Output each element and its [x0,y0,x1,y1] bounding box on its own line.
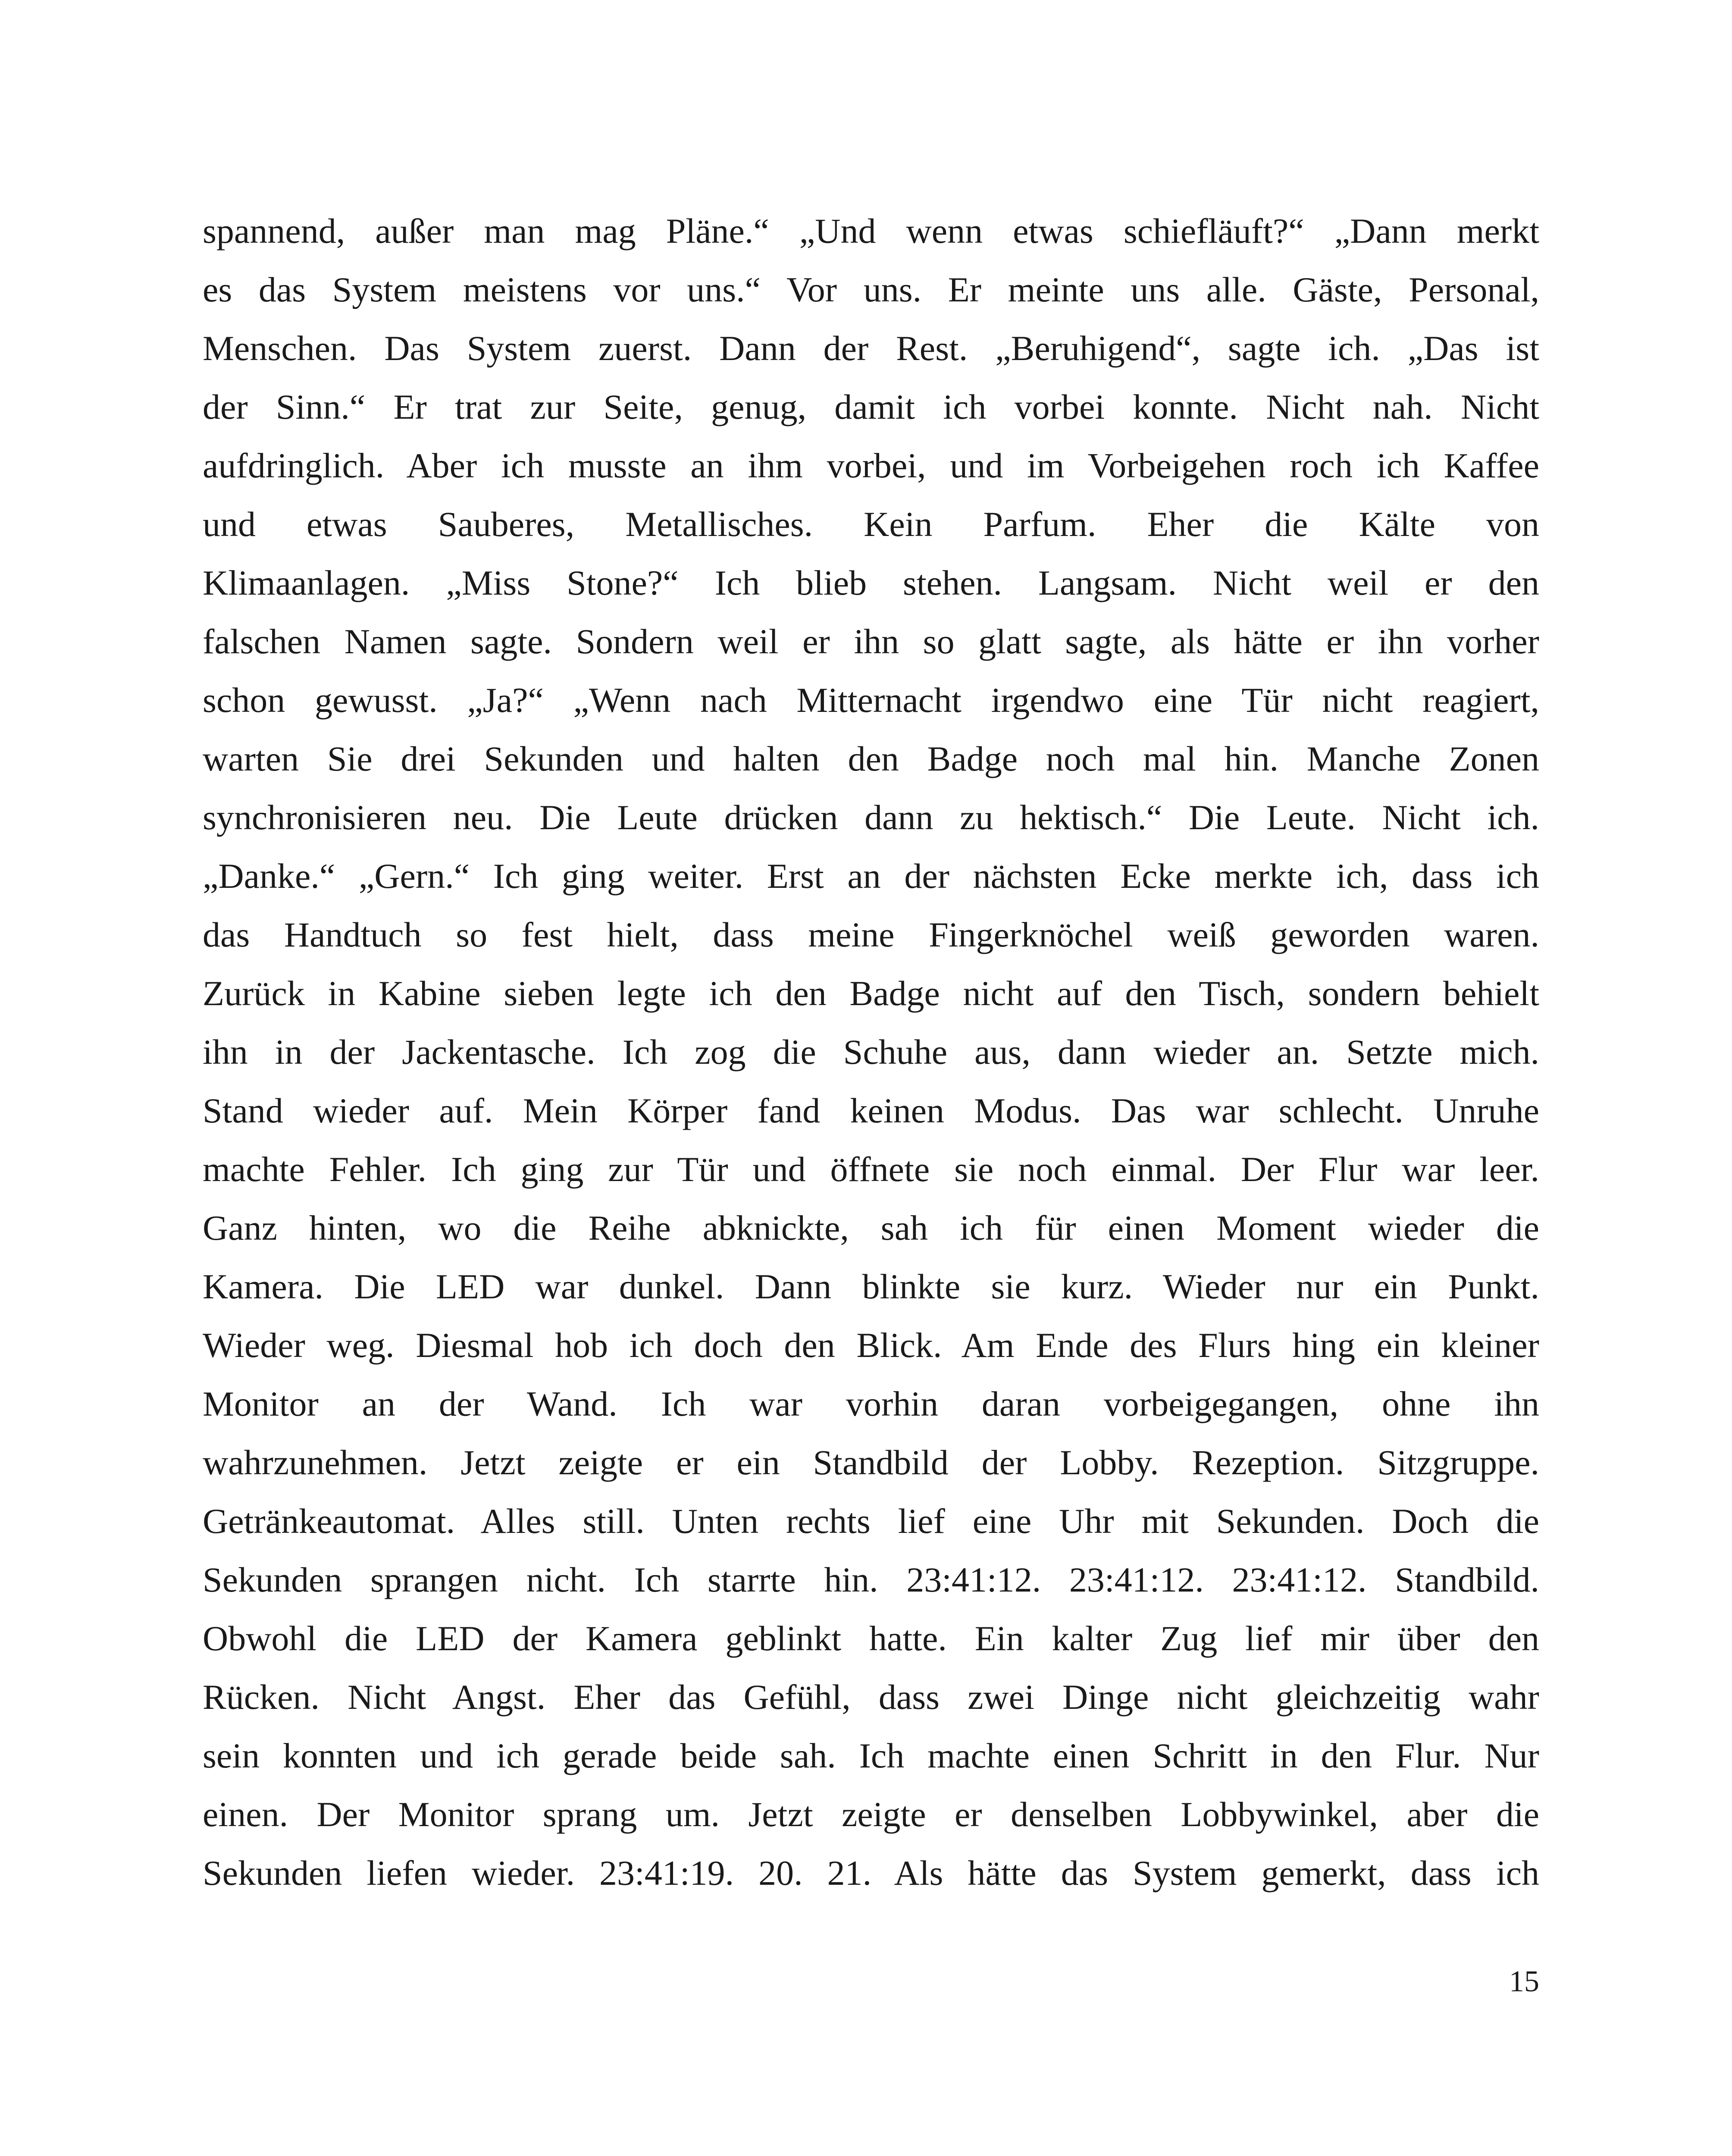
text-line: aufdringlich. Aber ich musste an ihm vorbei, und im Vorbeigehen roch ich Kaffee [203,446,1539,485]
text-line: Stand wieder auf. Mein Körper fand keinen Modus. Das war schlecht. Unruhe [203,1091,1539,1130]
text-line: warten Sie drei Sekunden und halten den Badge noch mal hin. Manche Zonen [203,739,1539,778]
text-line: Kamera. Die LED war dunkel. Dann blinkte sie kurz. Wieder nur ein Punkt. [203,1267,1539,1306]
text-line: Wieder weg. Diesmal hob ich doch den Blick. Am Ende des Flurs hing ein kleiner [203,1326,1539,1365]
text-line: der Sinn.“ Er trat zur Seite, genug, damit ich vorbei konnte. Nicht nah. Nicht [203,387,1539,426]
body-paragraph [203,202,1539,1902]
text-line: schon gewusst. „Ja?“ „Wenn nach Mitternacht irgendwo eine Tür nicht reagiert, [203,680,1539,720]
text-line: sein konnten und ich gerade beide sah. Ich machte einen Schritt in den Flur. Nur [203,1736,1539,1775]
text-line: das Handtuch so fest hielt, dass meine Fingerknöchel weiß geworden waren. [203,915,1539,954]
text-line: synchronisieren neu. Die Leute drücken dann zu hektisch.“ Die Leute. Nicht ich. [203,798,1539,837]
text-line: Klimaanlagen. „Miss Stone?“ Ich blieb stehen. Langsam. Nicht weil er den [203,563,1539,602]
text-line: und etwas Sauberes, Metallisches. Kein Parfum. Eher die Kälte von [203,505,1539,544]
text-line: Monitor an der Wand. Ich war vorhin daran vorbeigegangen, ohne ihn [203,1384,1539,1423]
text-line: Sekunden liefen wieder. 23:41:19. 20. 21. Als hätte das System gemerkt, dass ich [203,1853,1539,1893]
text-line: falschen Namen sagte. Sondern weil er ihn so glatt sagte, als hätte er ihn vorher [203,622,1539,661]
text-line: Getränkeautomat. Alles still. Unten rechts lief eine Uhr mit Sekunden. Doch die [203,1501,1539,1541]
text-line: einen. Der Monitor sprang um. Jetzt zeigte er denselben Lobbywinkel, aber die [203,1795,1539,1834]
text-line: Menschen. Das System zuerst. Dann der Rest. „Beruhigend“, sagte ich. „Das ist [203,329,1539,368]
text-line: „Danke.“ „Gern.“ Ich ging weiter. Erst an der nächsten Ecke merkte ich, dass ich [203,856,1539,896]
text-line: es das System meistens vor uns.“ Vor uns. Er meinte uns alle. Gäste, Personal, [203,270,1539,309]
text-line: Obwohl die LED der Kamera geblinkt hatte. Ein kalter Zug lief mir über den [203,1619,1539,1658]
text-line: Rücken. Nicht Angst. Eher das Gefühl, dass zwei Dinge nicht gleichzeitig wahr [203,1677,1539,1717]
text-line: Zurück in Kabine sieben legte ich den Badge nicht auf den Tisch, sondern behielt [203,974,1539,1013]
text-line: machte Fehler. Ich ging zur Tür und öffnete sie noch einmal. Der Flur war leer. [203,1150,1539,1189]
text-line: Ganz hinten, wo die Reihe abknickte, sah ich für einen Moment wieder die [203,1208,1539,1247]
text-line: Sekunden sprangen nicht. Ich starrte hin. 23:41:12. 23:41:12. 23:41:12. Standbild. [203,1560,1539,1599]
page-number: 15 [1509,1965,1539,1998]
text-line: ihn in der Jackentasche. Ich zog die Schuhe aus, dann wieder an. Setzte mich. [203,1032,1539,1072]
text-line: wahrzunehmen. Jetzt zeigte er ein Standbild der Lobby. Rezeption. Sitzgruppe. [203,1443,1539,1482]
text-line: spannend, außer man mag Pläne.“ „Und wenn etwas schiefläuft?“ „Dann merkt [203,211,1539,251]
